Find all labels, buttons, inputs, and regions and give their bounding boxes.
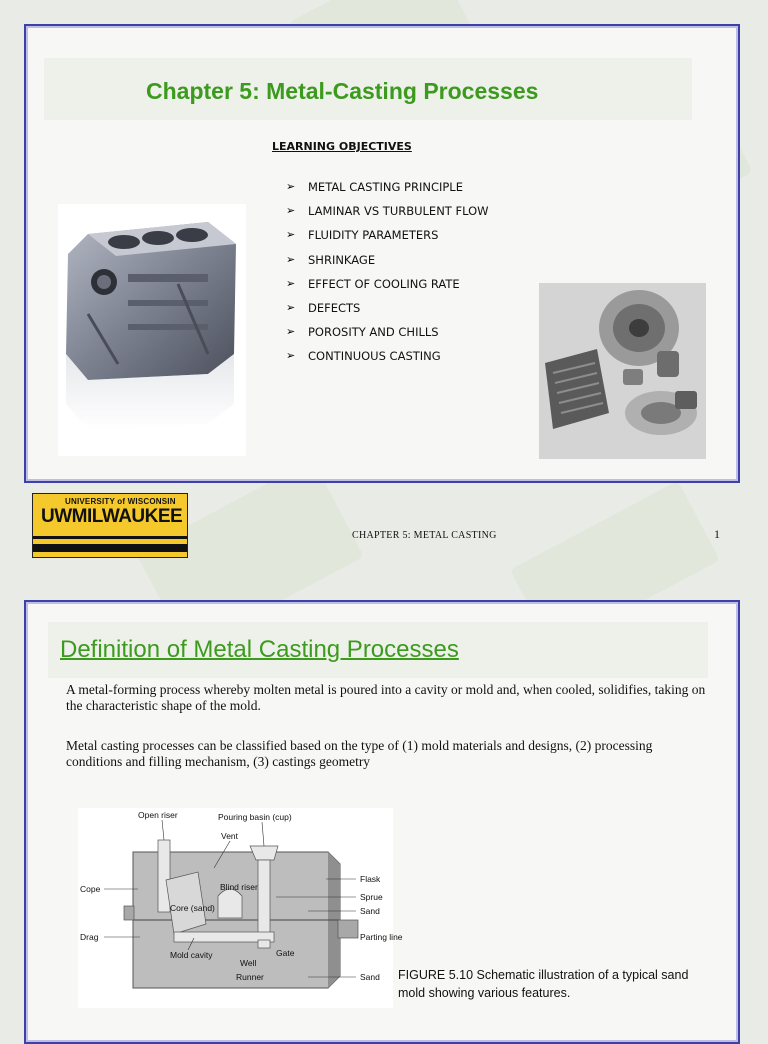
arrow-bullet-icon: ➢ bbox=[286, 252, 296, 266]
list-item: ➢ LAMINAR VS TURBULENT FLOW bbox=[286, 204, 489, 219]
uw-milwaukee-logo bbox=[32, 493, 188, 558]
page-number: 1 bbox=[714, 527, 720, 541]
objectives-heading: LEARNING OBJECTIVES bbox=[272, 140, 412, 153]
label-sprue: Sprue bbox=[360, 892, 383, 902]
cast-auto-parts-image bbox=[539, 283, 706, 459]
definition-paragraph: A metal-forming process whereby molten metal is poured into a cavity or mold and, when cooled, solidifies, taking on the characteristic shape of the mold. bbox=[66, 682, 706, 713]
label-runner: Runner bbox=[236, 972, 264, 982]
arrow-bullet-icon: ➢ bbox=[286, 276, 296, 290]
label-cope: Cope bbox=[80, 884, 101, 894]
logo-stripe bbox=[33, 536, 187, 539]
list-item: ➢ EFFECT OF COOLING RATE bbox=[286, 276, 460, 291]
list-item: ➢ FLUIDITY PARAMETERS bbox=[286, 228, 439, 243]
arrow-bullet-icon: ➢ bbox=[286, 228, 296, 242]
label-gate: Gate bbox=[276, 948, 295, 958]
slide-1 bbox=[24, 24, 740, 483]
label-core: Core (sand) bbox=[170, 903, 215, 913]
label-sand-top: Sand bbox=[360, 906, 380, 916]
label-parting-line: Parting line bbox=[360, 932, 403, 942]
list-item: ➢ METAL CASTING PRINCIPLE bbox=[286, 180, 463, 194]
label-drag: Drag bbox=[80, 932, 99, 942]
list-item: ➢ CONTINUOUS CASTING bbox=[286, 349, 441, 364]
arrow-bullet-icon: ➢ bbox=[286, 300, 296, 314]
slide-footer: CHAPTER 5: METAL CASTING bbox=[352, 530, 497, 541]
classification-paragraph: Metal casting processes can be classified based on the type of (1) mold materials and designs, (2) processing conditions and filling mechanism, (3) castings geometry bbox=[66, 738, 653, 769]
label-vent: Vent bbox=[221, 831, 239, 841]
arrow-bullet-icon: ➢ bbox=[286, 180, 296, 193]
logo-university-text: UNIVERSITY of WISCONSIN bbox=[65, 497, 176, 506]
list-item: ➢ DEFECTS bbox=[286, 300, 361, 315]
label-sand-bottom: Sand bbox=[360, 972, 380, 982]
arrow-bullet-icon: ➢ bbox=[286, 349, 296, 363]
slide-2 bbox=[24, 600, 740, 1044]
engine-block-image bbox=[58, 204, 246, 456]
label-well: Well bbox=[240, 958, 257, 968]
label-flask: Flask bbox=[360, 874, 381, 884]
label-blind-riser: Blind riser bbox=[220, 882, 258, 892]
arrow-bullet-icon: ➢ bbox=[286, 204, 296, 218]
list-item: ➢ POROSITY AND CHILLS bbox=[286, 325, 439, 340]
slide-title: Definition of Metal Casting Processes bbox=[60, 636, 459, 663]
arrow-bullet-icon: ➢ bbox=[286, 325, 296, 339]
label-mold-cavity: Mold cavity bbox=[170, 950, 213, 960]
sand-mold-figure bbox=[78, 808, 403, 1008]
logo-name-text: UWMILWAUKEE bbox=[41, 506, 183, 527]
logo-stripe bbox=[33, 544, 187, 552]
figure-caption: FIGURE 5.10 Schematic illustration of a typical sand mold showing various features. bbox=[398, 968, 689, 1000]
label-pouring-basin: Pouring basin (cup) bbox=[218, 812, 292, 822]
list-item: ➢ SHRINKAGE bbox=[286, 252, 376, 267]
slide-title: Chapter 5: Metal-Casting Processes bbox=[146, 78, 539, 104]
label-open-riser: Open riser bbox=[138, 810, 178, 820]
objectives-list bbox=[286, 180, 489, 374]
